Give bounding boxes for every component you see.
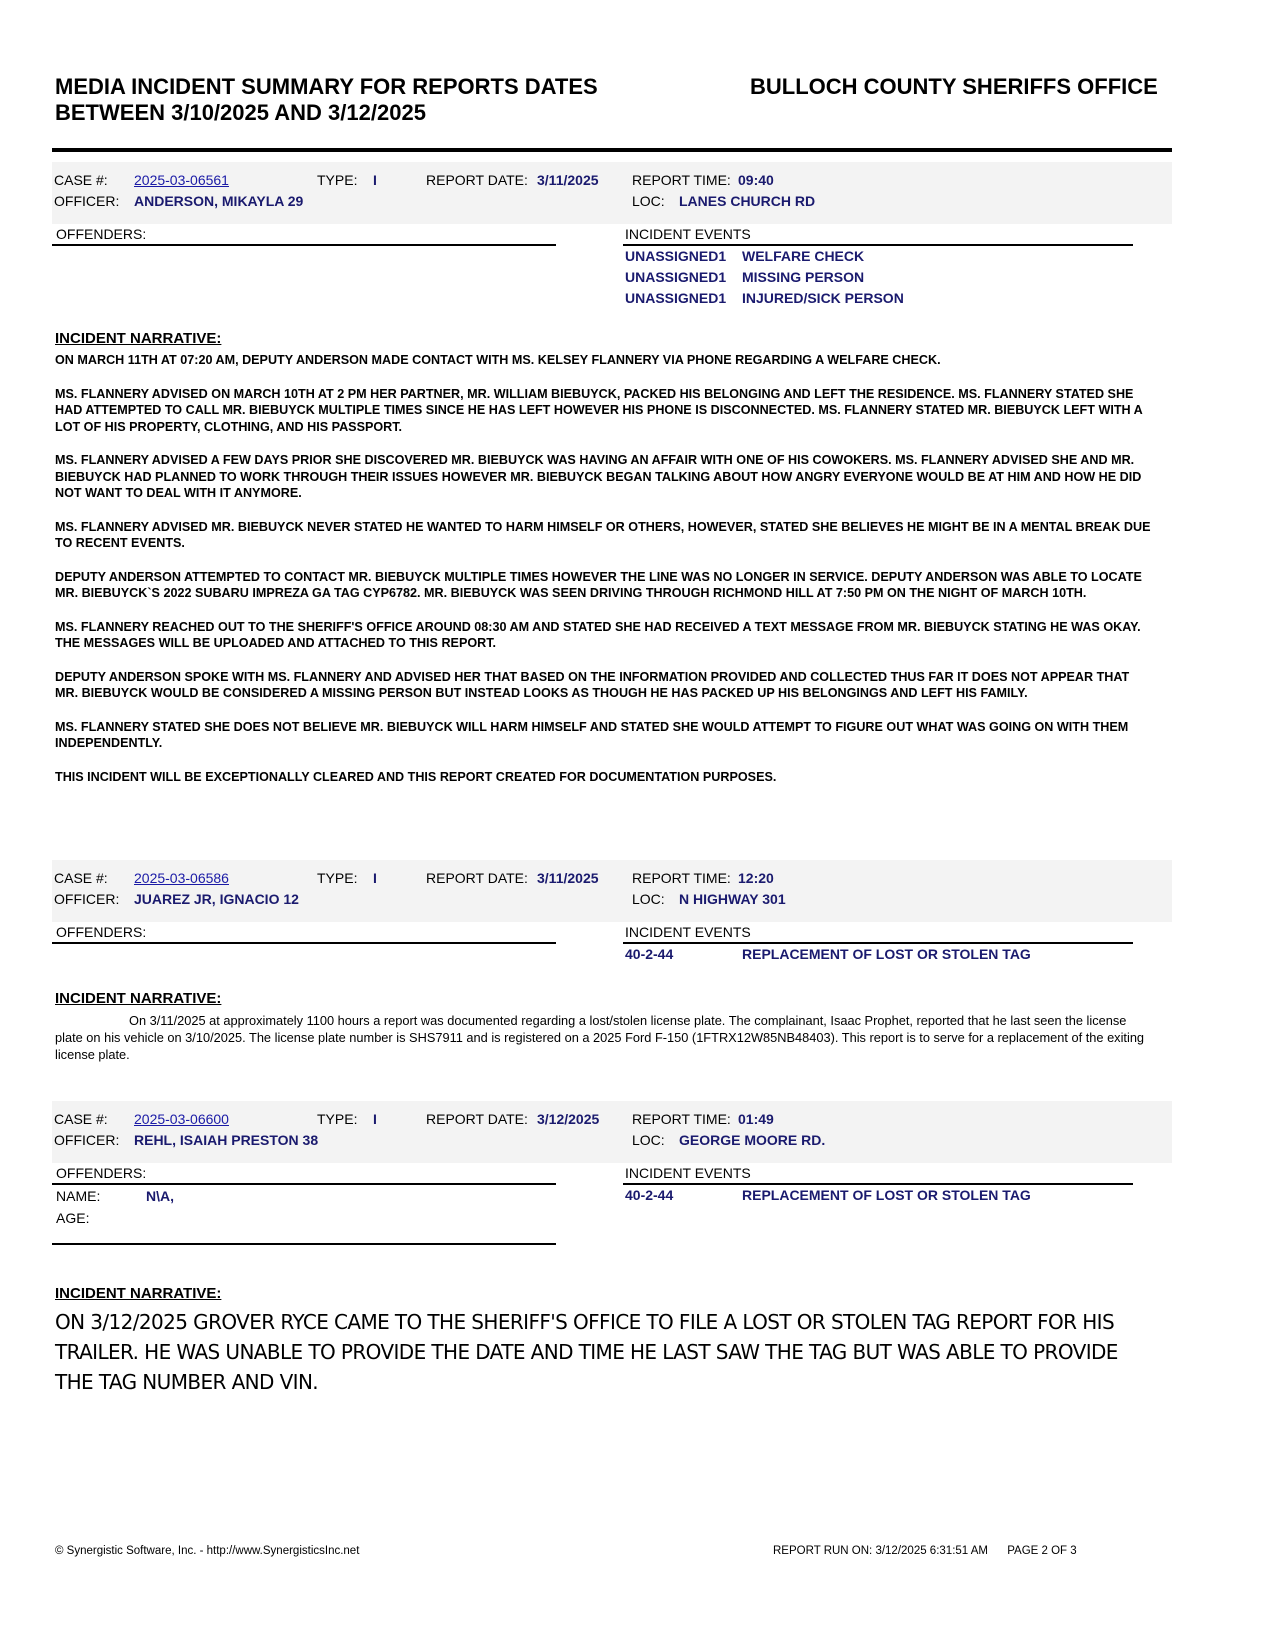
location-value: GEORGE MOORE RD.: [679, 1132, 826, 1148]
event-description: INJURED/SICK PERSON: [742, 290, 904, 306]
incident-events-section: [623, 922, 1133, 965]
narrative-paragraph: On 3/11/2025 at approximately 1100 hours a report was documented regarding a lost/stolen license plate. The complainant, Isaac Prophet, reported that he last seen the license plate on his vehicle on 3/10/2025. The license plate number is SHS7911 and is registered on a 2025 Ford F-150 (1FTRX12W85NB48403). This report is to serve for a replacement of the exiting license plate.: [55, 1013, 1145, 1062]
case-header: [52, 860, 1172, 922]
narrative-body: [55, 1012, 1155, 1063]
case-number-label: CASE #:: [54, 870, 108, 886]
case-header: [52, 1101, 1172, 1163]
report-date-value: 3/11/2025: [537, 172, 599, 188]
narrative-paragraph: ON 3/12/2025 GROVER RYCE CAME TO THE SHERIFF'S OFFICE TO FILE A LOST OR STOLEN TAG REPORT FOR HIS TRAILER. HE WAS UNABLE TO PROVIDE THE DATE AND TIME HE LAST SAW THE TAG BUT WAS ABLE TO PROVIDE THE TAG NUMBER AND VIN.: [55, 1310, 1118, 1394]
narrative-paragraph: DEPUTY ANDERSON ATTEMPTED TO CONTACT MR. BIEBUYCK MULTIPLE TIMES HOWEVER THE LINE WAS NO LONGER IN SERVICE. DEPUTY ANDERSON WAS ABLE TO LOCATE MR. BIEBUYCK`S 2022 SUBARU IMPREZA GA TAG CYP6782. MR. BIEBUYCK WAS SEEN DRIVING THROUGH RICHMOND HILL AT 7:50 PM ON THE NIGHT OF MARCH 10TH.: [55, 569, 1142, 600]
incident-event: [623, 944, 1133, 965]
report-date-value: 3/12/2025: [537, 1111, 600, 1127]
offenders-divider: [52, 1229, 556, 1245]
report-date-value: 3/11/2025: [537, 870, 599, 886]
offenders-label: OFFENDERS:: [52, 224, 556, 246]
narrative-paragraph: MS. FLANNERY STATED SHE DOES NOT BELIEVE MR. BIEBUYCK WILL HARM HIMSELF AND STATED SHE WOULD ATTEMPT TO FIGURE OUT WHAT WAS GOING ON WITH THEM INDEPENDENTLY.: [55, 719, 1129, 750]
agency-name: BULLOCH COUNTY SHERIFFS OFFICE: [750, 74, 1158, 99]
footer-copyright: © Synergistic Software, Inc. - http://www.SynergisticsInc.net: [55, 1545, 360, 1557]
event-description: REPLACEMENT OF LOST OR STOLEN TAG: [742, 1187, 1031, 1203]
officer-value: JUAREZ JR, IGNACIO 12: [134, 891, 299, 907]
offenders-section: [52, 224, 556, 246]
location-label: LOC:: [632, 193, 665, 209]
case-number-link[interactable]: 2025-03-06600: [134, 1111, 229, 1127]
case-number-label: CASE #:: [54, 172, 108, 188]
narrative-body: [55, 1307, 1145, 1397]
location-value: N HIGHWAY 301: [679, 891, 786, 907]
incident-event: [623, 1185, 1133, 1206]
narrative-paragraph: ON MARCH 11TH AT 07:20 AM, DEPUTY ANDERSON MADE CONTACT WITH MS. KELSEY FLANNERY VIA PHONE REGARDING A WELFARE CHECK.: [55, 353, 941, 367]
narrative-paragraph: MS. FLANNERY ADVISED ON MARCH 10TH AT 2 PM HER PARTNER, MR. WILLIAM BIEBUYCK, PACKED HIS BELONGING AND LEFT THE RESIDENCE. MS. FLANNERY STATED SHE HAD ATTEMPTED TO CALL MR. BIEBUYCK MULTIPLE TIMES SINCE HE HAS LEFT HOWEVER HIS PHONE IS DISCONNECTED. MS. FLANNERY STATED MR. BIEBUYCK LEFT WITH A LOT OF HIS PROPERTY, CLOTHING, AND HIS PASSPORT.: [55, 386, 1143, 434]
page-number: PAGE 2 OF 3: [1007, 1545, 1077, 1557]
report-date-label: REPORT DATE:: [426, 1111, 528, 1127]
offenders-section: [52, 1163, 556, 1245]
type-label: TYPE:: [317, 1111, 358, 1127]
incident-events-label: INCIDENT EVENTS: [623, 1163, 1133, 1185]
event-description: WELFARE CHECK: [742, 248, 865, 264]
offenders-label: OFFENDERS:: [52, 922, 556, 944]
narrative-heading: INCIDENT NARRATIVE:: [55, 330, 222, 347]
location-label: LOC:: [632, 1132, 665, 1148]
offenders-label: OFFENDERS:: [52, 1163, 556, 1185]
report-time-value: 12:20: [738, 870, 774, 886]
case-record: [52, 162, 1172, 306]
officer-value: REHL, ISAIAH PRESTON 38: [134, 1132, 319, 1148]
page-title-line-2: BETWEEN 3/10/2025 AND 3/12/2025: [55, 100, 426, 125]
narrative-body: [55, 352, 1155, 802]
case-number-label: CASE #:: [54, 1111, 108, 1127]
case-number-link[interactable]: 2025-03-06561: [134, 172, 229, 188]
narrative-paragraph: MS. FLANNERY REACHED OUT TO THE SHERIFF'S OFFICE AROUND 08:30 AM AND STATED SHE HAD RECEIVED A TEXT MESSAGE FROM MR. BIEBUYCK STATING HE WAS OKAY. THE MESSAGES WILL BE UPLOADED AND ATTACHED TO THIS REPORT.: [55, 619, 1141, 650]
narrative-paragraph: MS. FLANNERY ADVISED A FEW DAYS PRIOR SHE DISCOVERED MR. BIEBUYCK WAS HAVING AN AFFAIR WITH ONE OF HIS COWOKERS. MS. FLANNERY ADVISED SHE AND MR. BIEBUYCK HAD PLANNED TO WORK THROUGH THEIR ISSUES HOWEVER MR. BIEBUYCK BEGAN TALKING ABOUT HOW ANGRY EVERYONE WOULD BE AT HIM AND HOW HE DID NOT WANT TO DEAL WITH IT ANYMORE.: [55, 453, 1142, 500]
offender-age-label: AGE:: [56, 1210, 90, 1226]
incident-event: [623, 288, 1133, 309]
type-value: I: [373, 1111, 377, 1127]
page-title: [55, 74, 695, 126]
page-title-line-1: MEDIA INCIDENT SUMMARY FOR REPORTS DATES: [55, 74, 598, 99]
incident-event: [623, 246, 1133, 267]
incident-events-section: [623, 1163, 1133, 1206]
type-value: I: [373, 172, 377, 188]
footer-report-info: [773, 1545, 1093, 1557]
report-time-label: REPORT TIME:: [632, 172, 731, 188]
incident-event: [623, 267, 1133, 288]
report-time-label: REPORT TIME:: [632, 1111, 731, 1127]
case-record: [52, 860, 1172, 962]
case-header: [52, 162, 1172, 224]
type-value: I: [373, 870, 377, 886]
narrative-paragraph: DEPUTY ANDERSON SPOKE WITH MS. FLANNERY AND ADVISED HER THAT BASED ON THE INFORMATION PROVIDED AND COLLECTED THUS FAR IT DOES NOT APPEAR THAT MR. BIEBUYCK WOULD BE CONSIDERED A MISSING PERSON BUT INSTEAD LOOKS AS THOUGH HE HAS PACKED UP HIS BELONGINGS AND LEFT HIS FAMILY.: [55, 669, 1130, 700]
report-date-label: REPORT DATE:: [426, 172, 528, 188]
narrative-paragraph: THIS INCIDENT WILL BE EXCEPTIONALLY CLEARED AND THIS REPORT CREATED FOR DOCUMENTATION PURPOSES.: [55, 769, 777, 784]
event-description: REPLACEMENT OF LOST OR STOLEN TAG: [742, 946, 1031, 962]
report-time-value: 09:40: [738, 172, 774, 188]
narrative-paragraph: MS. FLANNERY ADVISED MR. BIEBUYCK NEVER STATED HE WANTED TO HARM HIMSELF OR OTHERS, HOWEVER, STATED SHE BELIEVES HE MIGHT BE IN A MENTAL BREAK DUE TO RECENT EVENTS.: [55, 519, 1151, 550]
officer-label: OFFICER:: [54, 193, 120, 209]
incident-events-section: [623, 224, 1133, 309]
offender-name-label: NAME:: [56, 1188, 101, 1204]
offender-name-row: [52, 1185, 556, 1207]
report-time-value: 01:49: [738, 1111, 774, 1127]
header-divider: [52, 148, 1172, 152]
offender-name-value: N\A,: [146, 1188, 174, 1204]
event-code: 40-2-44: [625, 1187, 674, 1203]
case-record: [52, 1101, 1172, 1226]
officer-value: ANDERSON, MIKAYLA 29: [134, 193, 304, 209]
event-code: UNASSIGNED1: [625, 290, 727, 306]
incident-events-label: INCIDENT EVENTS: [623, 224, 1133, 246]
incident-events-label: INCIDENT EVENTS: [623, 922, 1133, 944]
event-code: UNASSIGNED1: [625, 269, 727, 285]
location-value: LANES CHURCH RD: [679, 193, 816, 209]
offenders-section: [52, 922, 556, 944]
offender-age-row: [52, 1207, 556, 1229]
report-time-label: REPORT TIME:: [632, 870, 731, 886]
event-description: MISSING PERSON: [742, 269, 865, 285]
type-label: TYPE:: [317, 172, 358, 188]
officer-label: OFFICER:: [54, 1132, 120, 1148]
narrative-heading: INCIDENT NARRATIVE:: [55, 990, 222, 1007]
case-number-link[interactable]: 2025-03-06586: [134, 870, 229, 886]
narrative-heading: INCIDENT NARRATIVE:: [55, 1285, 222, 1302]
type-label: TYPE:: [317, 870, 358, 886]
event-code: 40-2-44: [625, 946, 674, 962]
event-code: UNASSIGNED1: [625, 248, 727, 264]
officer-label: OFFICER:: [54, 891, 120, 907]
location-label: LOC:: [632, 891, 665, 907]
report-run-timestamp: REPORT RUN ON: 3/12/2025 6:31:51 AM: [773, 1545, 988, 1557]
report-date-label: REPORT DATE:: [426, 870, 528, 886]
